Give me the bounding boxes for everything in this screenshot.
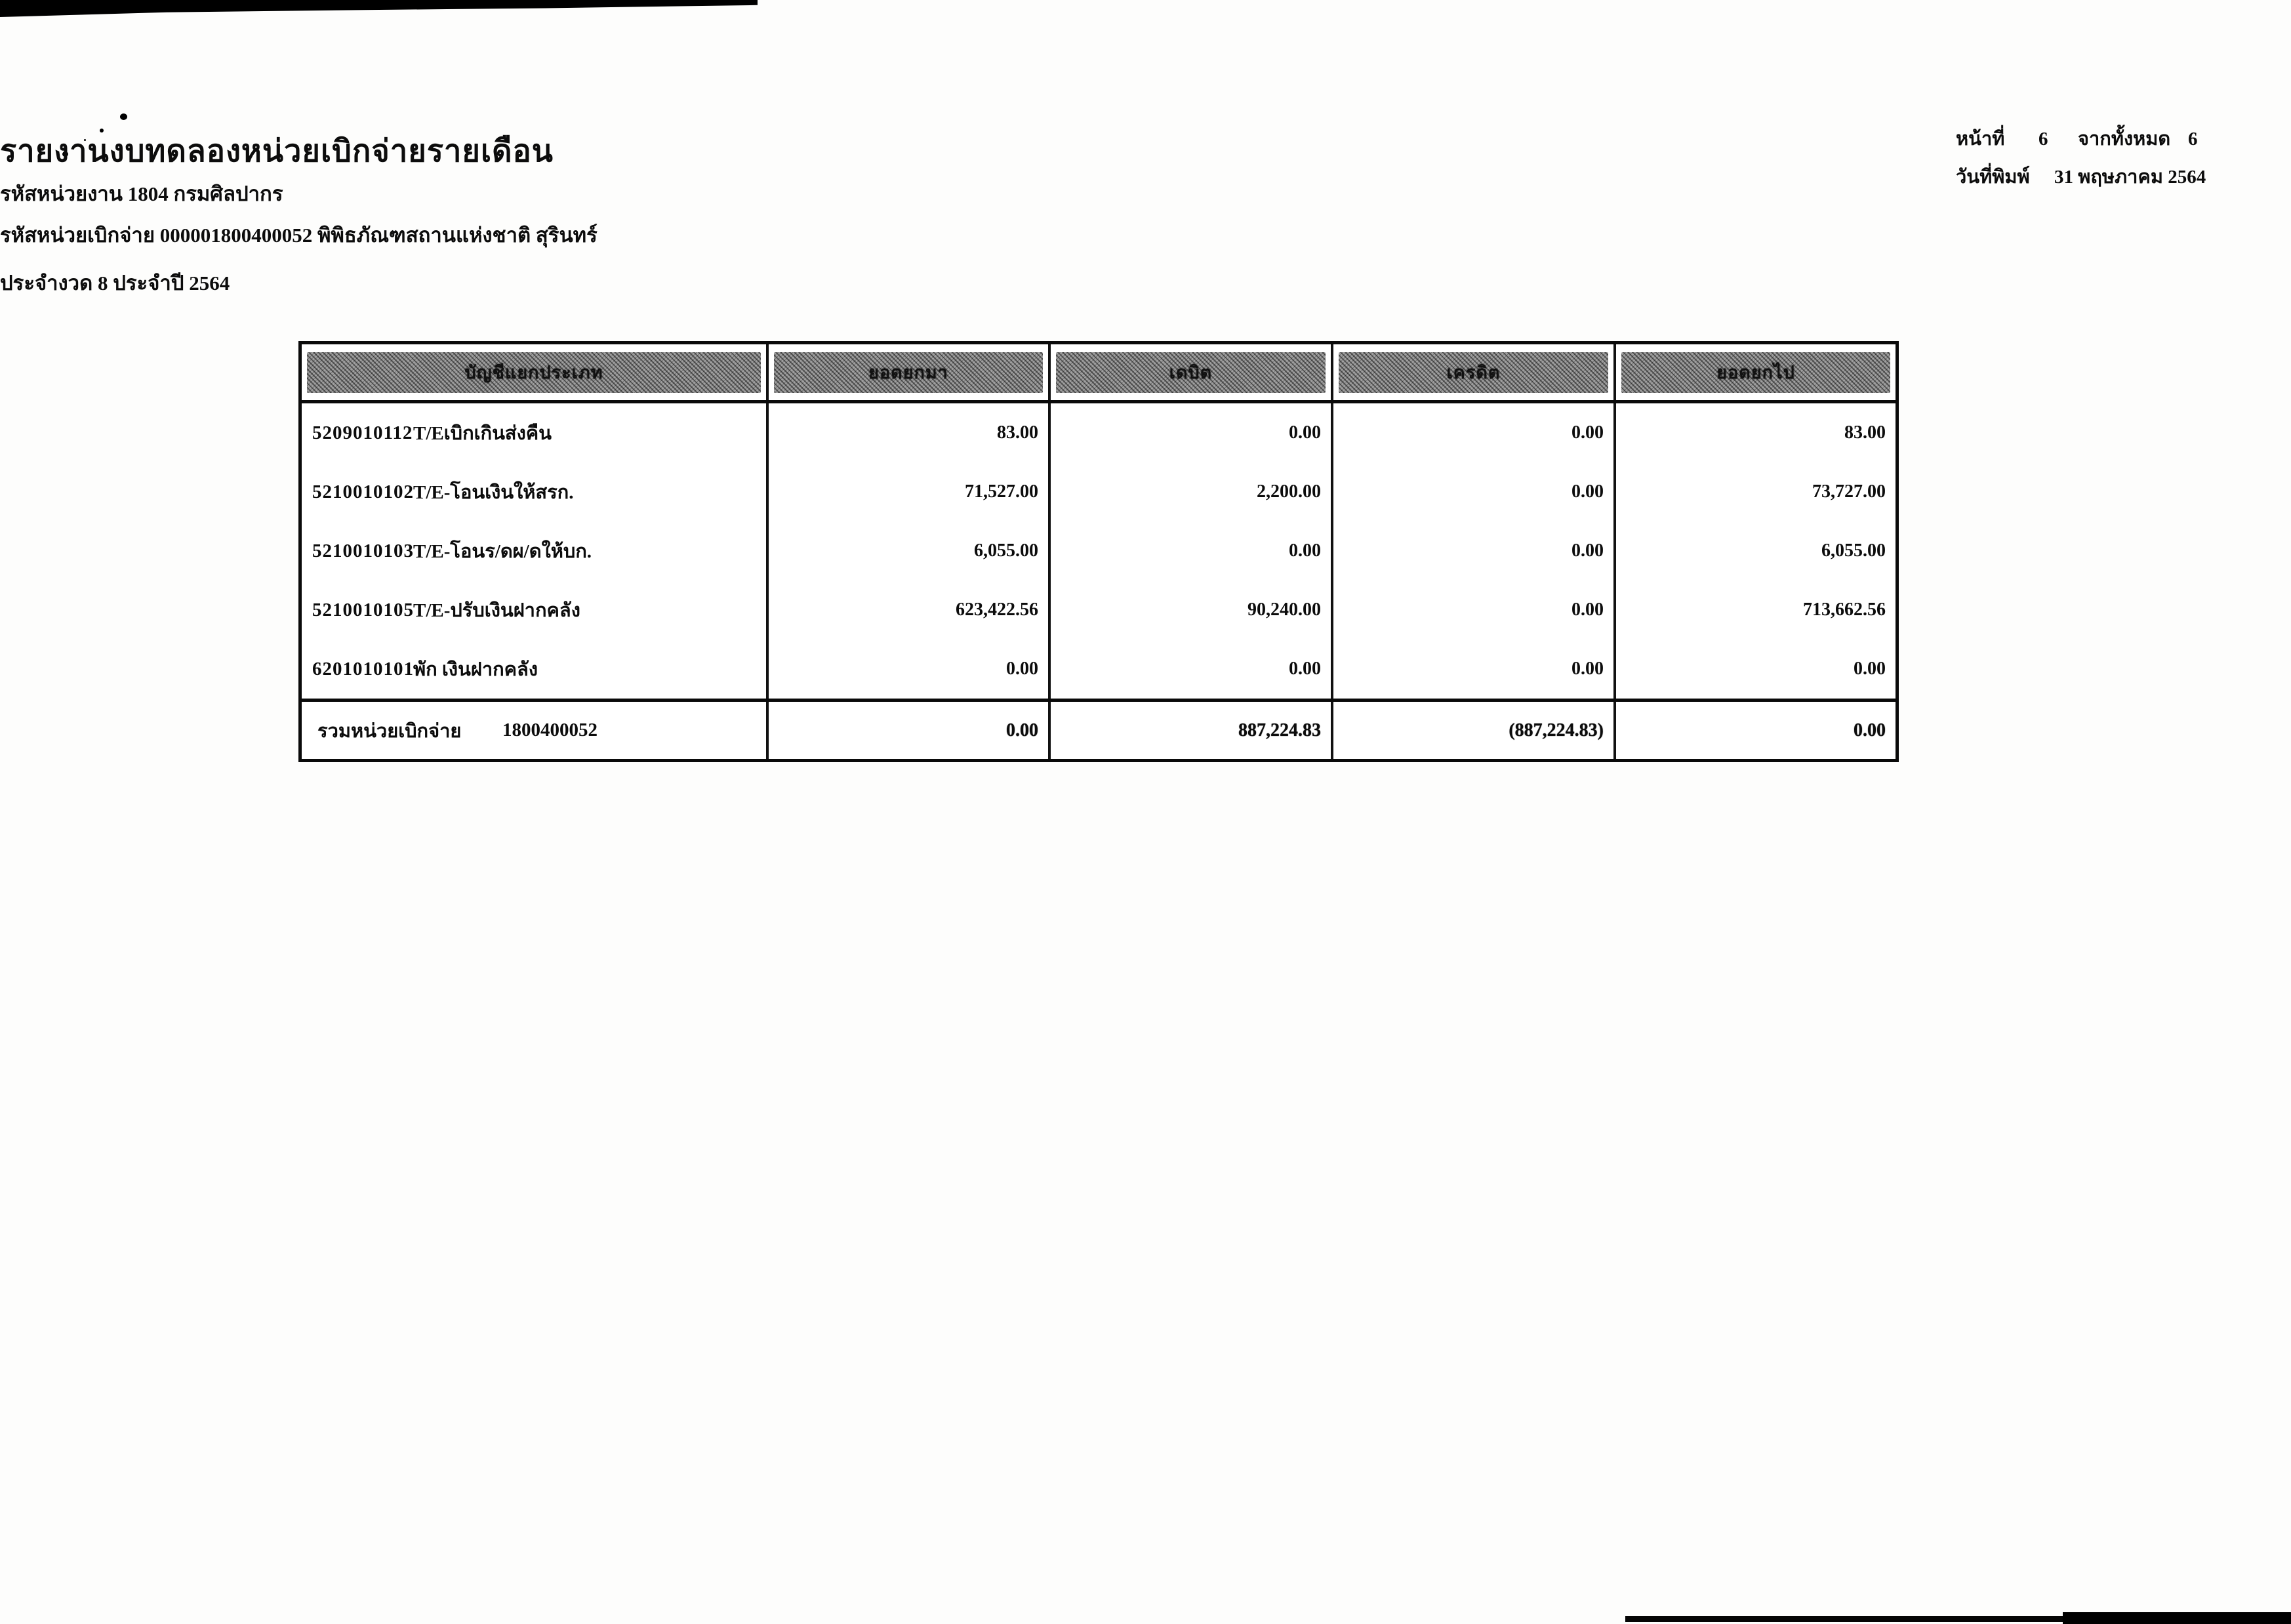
account-name: T/E-ปรับเงินฝากคลัง — [413, 600, 580, 621]
page-label: หน้าที่ — [1956, 129, 2005, 150]
account-code: 6201010101 — [312, 658, 414, 680]
print-date-row — [1956, 161, 2206, 199]
table-row — [302, 462, 1896, 521]
account-name: T/Eเบิกเกินส่งคืน — [413, 423, 552, 444]
account-cell — [302, 521, 766, 580]
trial-balance-table — [298, 341, 1899, 762]
total-label: รวมหน่วยเบิกจ่าย — [317, 720, 462, 742]
account-cell — [302, 580, 766, 639]
opening-amount: 6,055.00 — [766, 521, 1048, 580]
disbursement-unit-line: รหัสหน่วยเบิกจ่าย 000001800400052 พิพิธภัณฑสถานแห่งชาติ สุรินทร์ — [0, 224, 598, 247]
page-info-block — [1956, 123, 2206, 199]
total-pages: 6 — [2188, 129, 2198, 150]
total-credit: (887,224.83) — [1331, 702, 1613, 759]
account-code: 5210010105 — [312, 599, 414, 620]
account-cell — [302, 403, 766, 462]
account-code: 5210010102 — [312, 481, 414, 502]
scan-speck — [120, 113, 127, 120]
debit-amount: 2,200.00 — [1048, 462, 1331, 521]
debit-amount: 0.00 — [1048, 639, 1331, 699]
table-row — [302, 580, 1896, 639]
closing-amount: 713,662.56 — [1613, 580, 1896, 639]
total-unit-code: 1800400052 — [502, 720, 598, 741]
account-name: T/E-โอนร/ดผ/ดให้บก. — [413, 541, 592, 562]
table-header-row — [302, 344, 1896, 403]
table-row — [302, 403, 1896, 462]
page-number: 6 — [2038, 129, 2048, 150]
header-label-credit: เครดิต — [1339, 352, 1608, 393]
table-row — [302, 639, 1896, 699]
header-label-opening: ยอดยกมา — [774, 352, 1043, 393]
header-label-closing: ยอดยกไป — [1621, 352, 1890, 393]
of-total-label: จากทั้งหมด — [2078, 129, 2171, 150]
print-date-label: วันที่พิมพ์ — [1956, 167, 2030, 188]
header-label-account: บัญชีแยกประเภท — [307, 352, 761, 393]
total-opening: 0.00 — [766, 702, 1048, 759]
total-debit: 887,224.83 — [1048, 702, 1331, 759]
report-title: รายงานงบทดลองหน่วยเบิกจ่ายรายเดือน — [0, 134, 554, 169]
credit-amount: 0.00 — [1331, 403, 1613, 462]
debit-amount: 90,240.00 — [1048, 580, 1331, 639]
account-code: 5209010112 — [312, 422, 413, 443]
closing-amount: 83.00 — [1613, 403, 1896, 462]
period-line: ประจำงวด 8 ประจำปี 2564 — [0, 272, 230, 294]
header-cell-closing — [1613, 344, 1896, 400]
header-cell-credit — [1331, 344, 1613, 400]
agency-code-line: รหัสหน่วยงาน 1804 กรมศิลปากร — [0, 182, 283, 205]
header-cell-opening — [766, 344, 1048, 400]
debit-amount: 0.00 — [1048, 521, 1331, 580]
opening-amount: 623,422.56 — [766, 580, 1048, 639]
opening-amount: 83.00 — [766, 403, 1048, 462]
account-name: พัก เงินฝากคลัง — [413, 659, 538, 680]
header-cell-debit — [1048, 344, 1331, 400]
credit-amount: 0.00 — [1331, 462, 1613, 521]
closing-amount: 0.00 — [1613, 639, 1896, 699]
print-date-value: 31 พฤษภาคม 2564 — [2054, 167, 2206, 188]
opening-amount: 0.00 — [766, 639, 1048, 699]
table-row — [302, 521, 1896, 580]
credit-amount: 0.00 — [1331, 580, 1613, 639]
credit-amount: 0.00 — [1331, 521, 1613, 580]
header-label-debit: เดบิต — [1056, 352, 1326, 393]
scan-artifact-top-streak — [0, 0, 758, 17]
closing-amount: 6,055.00 — [1613, 521, 1896, 580]
total-closing: 0.00 — [1613, 702, 1896, 759]
header-cell-account — [302, 344, 766, 400]
account-code: 5210010103 — [312, 540, 414, 561]
total-cell — [302, 702, 766, 759]
table-total-row — [302, 699, 1896, 759]
account-cell — [302, 639, 766, 699]
account-name: T/E-โอนเงินให้สรก. — [413, 482, 574, 503]
closing-amount: 73,727.00 — [1613, 462, 1896, 521]
opening-amount: 71,527.00 — [766, 462, 1048, 521]
account-cell — [302, 462, 766, 521]
page-number-row — [1956, 123, 2206, 161]
debit-amount: 0.00 — [1048, 403, 1331, 462]
scan-artifact-bottom-bar-right — [2063, 1612, 2291, 1624]
credit-amount: 0.00 — [1331, 639, 1613, 699]
